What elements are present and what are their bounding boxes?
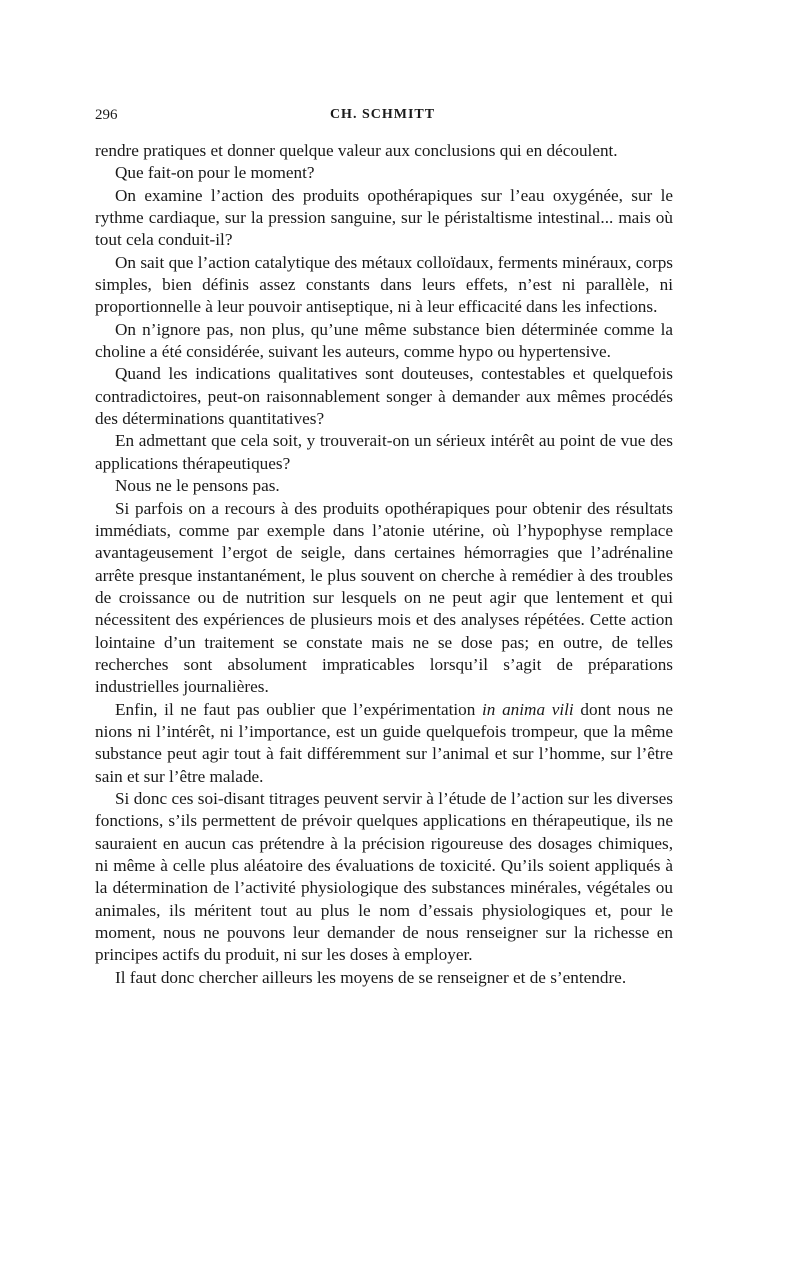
paragraph: On examine l’action des produits opothérapiques sur l’eau oxygénée, sur le rythme cardiaque, sur la pression sanguine, sur le péristaltisme intestinal... mais où tout cela conduit-il?: [95, 185, 673, 250]
running-head: [95, 107, 670, 129]
paragraph: Quand les indications qualitatives sont douteuses, contestables et quelquefois contradictoires, peut-on raisonnablement songer à demander aux mêmes procédés des déterminations quantitatives?: [95, 364, 673, 429]
paragraph-text: Enfin, il ne faut pas oublier que l’expérimentation: [115, 699, 483, 719]
paragraph: On sait que l’action catalytique des métaux colloïdaux, ferments minéraux, corps simples, bien définis assez constants dans leurs effets, n’est ni parallèle, ni proportionnelle à leur pouvoir antiseptique, ni à leur efficacité dans les infections.: [95, 252, 673, 317]
paragraph: En admettant que cela soit, y trouverait-on un sérieux intérêt au point de vue des applications thérapeutiques?: [95, 431, 673, 473]
paragraph: Si parfois on a recours à des produits opothérapiques pour obtenir des résultats immédiats, comme par exemple dans l’atonie utérine, où l’hypophyse remplace avantageusement l’ergot de seigle, dans certaines hémorragies que l’adrénaline arrête presque instantanément, le plus souvent on cherche à remédier à des troubles de croissance ou de nutrition sur lesquels on ne peut agir que lentement et qui nécessitent des expériences de plusieurs mois et des analyses répétées. Cette action lointaine d’un traitement se constate mais ne se dose pas; en outre, de telles recherches sont absolument impraticables lorsqu’il s’agit de préparations industrielles journalières.: [95, 498, 673, 697]
paragraph: Il faut donc chercher ailleurs les moyens de se renseigner et de s’entendre.: [115, 967, 627, 987]
latin-phrase: in anima vili: [482, 699, 574, 719]
paragraph: rendre pratiques et donner quelque valeur aux conclusions qui en découlent.: [95, 141, 618, 160]
paragraph: Si donc ces soi-disant titrages peuvent servir à l’étude de l’action sur les diverses fonctions, s’ils permettent de prévoir quelques applications en thérapeutique, ils ne sauraient en aucun cas prétendre à la précision rigoureuse des dosages chimiques, ni même à celle plus aléatoire des évaluations de toxicité. Qu’ils soient appliqués à la détermination de l’activité physiologique des substances minérales, végétales ou animales, ils méritent tout au plus le nom d’essais physiologiques et, pour le moment, nous ne pouvons leur demander de nous renseigner sur la richesse en principes actifs du produit, ni sur les doses à employer.: [95, 788, 673, 965]
paragraph: On n’ignore pas, non plus, qu’une même substance bien déterminée comme la choline a été considérée, suivant les auteurs, comme hypo ou hypertensive.: [95, 319, 673, 362]
paragraph: Nous ne le pensons pas.: [115, 476, 280, 496]
running-title: CH. SCHMITT: [329, 107, 436, 122]
paragraph: Que fait-on pour le moment?: [115, 163, 315, 183]
page-number: 296: [95, 107, 118, 123]
paragraph: [95, 699, 673, 788]
paragraph-text: dont nous ne nions ni l’intérêt, ni l’importance, est un guide quelquefois trompeur, que la même substance peut agir tout à fait différemment sur l’animal et sur l’homme, sur l’être sain et sur l’être malade.: [95, 699, 674, 786]
body-text: [95, 140, 673, 989]
